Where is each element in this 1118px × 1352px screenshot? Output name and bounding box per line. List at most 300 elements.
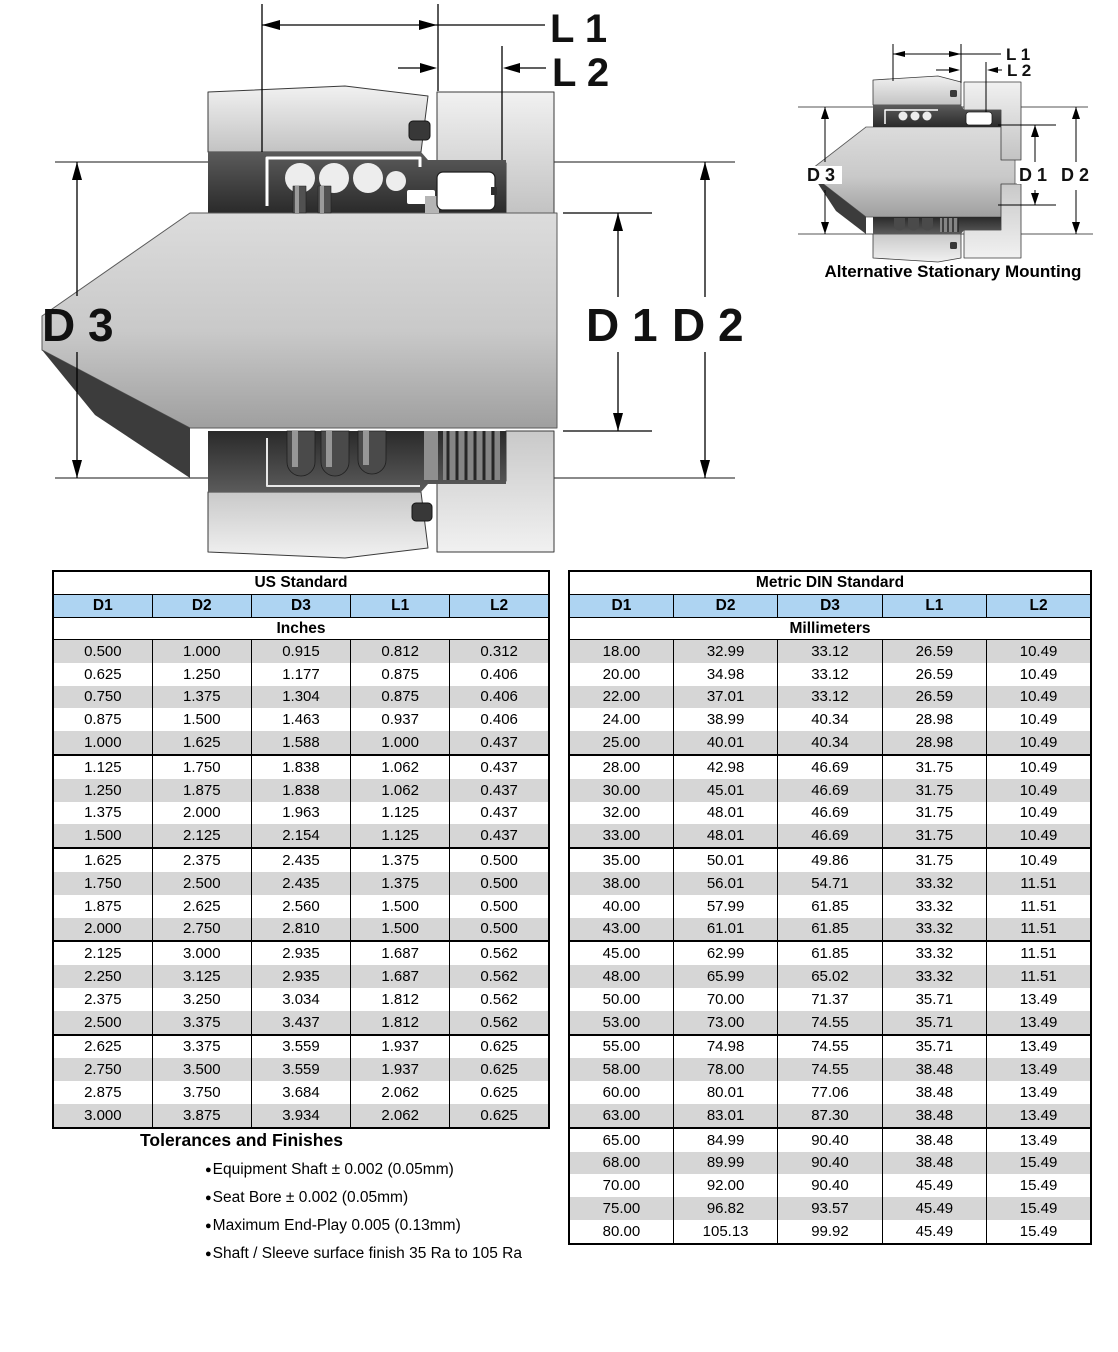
- table-row: [53, 663, 549, 686]
- table-cell: 2.750: [53, 1058, 152, 1081]
- table-cell: 11.51: [987, 918, 1091, 942]
- table-cell: 3.559: [251, 1058, 350, 1081]
- table-row: [569, 663, 1091, 686]
- dim-label-d3: D 3: [42, 299, 114, 351]
- table-cell: 0.500: [53, 640, 152, 663]
- table-cell: 2.625: [152, 895, 251, 918]
- table-row: [569, 755, 1091, 779]
- table-cell: 1.963: [251, 802, 350, 825]
- tolerance-item: ●Seat Bore ± 0.002 (0.05mm): [205, 1189, 409, 1206]
- table-cell: 0.406: [450, 708, 549, 731]
- table-cell: 2.750: [152, 918, 251, 942]
- table-cell: 90.40: [778, 1174, 882, 1197]
- table-cell: 0.500: [450, 848, 549, 872]
- table-cell: 34.98: [673, 663, 777, 686]
- table-row: [53, 988, 549, 1011]
- table-cell: 26.59: [882, 663, 986, 686]
- table-row: [53, 872, 549, 895]
- table-cell: 3.375: [152, 1035, 251, 1059]
- column-header-d3: D3: [251, 595, 350, 618]
- table-cell: 90.40: [778, 1128, 882, 1152]
- table-cell: 0.406: [450, 663, 549, 686]
- table-cell: 10.49: [987, 755, 1091, 779]
- table-cell: 31.75: [882, 848, 986, 872]
- table-cell: 3.934: [251, 1104, 350, 1128]
- table-cell: 60.00: [569, 1081, 673, 1104]
- dim-label-l1: L 1: [550, 7, 608, 51]
- table-cell: 40.34: [778, 708, 882, 731]
- us-standard-table: [52, 570, 550, 1129]
- table-cell: 56.01: [673, 872, 777, 895]
- table-cell: 3.125: [152, 965, 251, 988]
- table-cell: 61.85: [778, 941, 882, 965]
- alt-dim-label-d3: D 3: [807, 165, 836, 185]
- table-cell: 1.062: [351, 779, 450, 802]
- table-cell: 2.062: [351, 1081, 450, 1104]
- units-label: Inches: [53, 618, 549, 640]
- table-row: [569, 802, 1091, 825]
- table-cell: 13.49: [987, 1035, 1091, 1059]
- column-header-d1: D1: [53, 595, 152, 618]
- table-cell: 1.000: [53, 731, 152, 755]
- table-cell: 2.154: [251, 824, 350, 848]
- table-cell: 0.562: [450, 965, 549, 988]
- table-cell: 15.49: [987, 1174, 1091, 1197]
- table-cell: 92.00: [673, 1174, 777, 1197]
- table-cell: 2.062: [351, 1104, 450, 1128]
- table-cell: 1.463: [251, 708, 350, 731]
- table-cell: 0.937: [351, 708, 450, 731]
- table-cell: 53.00: [569, 1011, 673, 1035]
- table-cell: 90.40: [778, 1152, 882, 1175]
- table-row: [53, 941, 549, 965]
- dim-label-l2: L 2: [552, 51, 610, 95]
- table-cell: 31.75: [882, 802, 986, 825]
- table-row: [53, 686, 549, 709]
- table-cell: 0.625: [450, 1058, 549, 1081]
- metric-table-container: [568, 570, 1092, 1245]
- table-cell: 31.75: [882, 824, 986, 848]
- table-cell: 10.49: [987, 663, 1091, 686]
- table-row: [569, 941, 1091, 965]
- table-cell: 33.32: [882, 965, 986, 988]
- table-cell: 13.49: [987, 1011, 1091, 1035]
- table-cell: 45.49: [882, 1197, 986, 1220]
- units-row: [569, 618, 1091, 640]
- table-cell: 77.06: [778, 1081, 882, 1104]
- table-cell: 0.562: [450, 988, 549, 1011]
- table-cell: 0.812: [351, 640, 450, 663]
- table-cell: 28.98: [882, 708, 986, 731]
- table-row: [569, 708, 1091, 731]
- column-header-l1: L1: [351, 595, 450, 618]
- seal-cross-section: [42, 86, 557, 558]
- table-row: [569, 779, 1091, 802]
- table-cell: 11.51: [987, 872, 1091, 895]
- table-cell: 10.49: [987, 708, 1091, 731]
- table-cell: 0.625: [450, 1035, 549, 1059]
- dim-label-d1: D 1: [586, 299, 658, 351]
- table-cell: 1.937: [351, 1035, 450, 1059]
- table-cell: 1.125: [351, 824, 450, 848]
- table-cell: 0.437: [450, 755, 549, 779]
- table-cell: 11.51: [987, 895, 1091, 918]
- table-cell: 0.625: [450, 1081, 549, 1104]
- table-cell: 1.375: [53, 802, 152, 825]
- table-cell: 1.812: [351, 1011, 450, 1035]
- tolerance-item: ●Equipment Shaft ± 0.002 (0.05mm): [205, 1161, 454, 1178]
- table-cell: 22.00: [569, 686, 673, 709]
- table-cell: 28.00: [569, 755, 673, 779]
- table-cell: 33.12: [778, 686, 882, 709]
- seat-face-tab: [491, 187, 497, 195]
- table-row: [569, 965, 1091, 988]
- dim-label-d2: D 2: [672, 299, 744, 351]
- table-cell: 10.49: [987, 640, 1091, 663]
- units-row: [53, 618, 549, 640]
- table-cell: 2.500: [152, 872, 251, 895]
- alt-diagram-caption: Alternative Stationary Mounting: [824, 262, 1082, 281]
- table-cell: 40.34: [778, 731, 882, 755]
- table-cell: 74.55: [778, 1035, 882, 1059]
- table-cell: 35.71: [882, 988, 986, 1011]
- table-cell: 45.49: [882, 1220, 986, 1244]
- table-cell: 33.32: [882, 872, 986, 895]
- table-row: [53, 918, 549, 942]
- table-cell: 24.00: [569, 708, 673, 731]
- table-cell: 10.49: [987, 802, 1091, 825]
- table-row: [569, 640, 1091, 663]
- table-cell: 38.99: [673, 708, 777, 731]
- table-cell: 35.00: [569, 848, 673, 872]
- tolerances-title: Tolerances and Finishes: [140, 1130, 343, 1150]
- table-cell: 99.92: [778, 1220, 882, 1244]
- table-row: [53, 1035, 549, 1059]
- tolerances-section: [52, 1130, 612, 1263]
- gland-top: [208, 86, 428, 152]
- table-cell: 63.00: [569, 1104, 673, 1128]
- table-cell: 13.49: [987, 1104, 1091, 1128]
- table-cell: 78.00: [673, 1058, 777, 1081]
- table-cell: 10.49: [987, 824, 1091, 848]
- table-cell: 3.000: [152, 941, 251, 965]
- table-cell: 3.875: [152, 1104, 251, 1128]
- table-cell: 0.875: [53, 708, 152, 731]
- table-cell: 1.375: [152, 686, 251, 709]
- table-row: [569, 1011, 1091, 1035]
- table-cell: 2.935: [251, 941, 350, 965]
- table-cell: 50.01: [673, 848, 777, 872]
- table-row: [569, 988, 1091, 1011]
- table-cell: 3.750: [152, 1081, 251, 1104]
- table-cell: 1.062: [351, 755, 450, 779]
- table-cell: 3.500: [152, 1058, 251, 1081]
- bullet-icon: ●: [205, 1192, 212, 1204]
- table-cell: 28.98: [882, 731, 986, 755]
- table-cell: 1.812: [351, 988, 450, 1011]
- table-cell: 45.00: [569, 941, 673, 965]
- table-cell: 70.00: [569, 1174, 673, 1197]
- table-cell: 38.48: [882, 1104, 986, 1128]
- table-row: [53, 755, 549, 779]
- table-cell: 1.375: [351, 848, 450, 872]
- table-cell: 0.312: [450, 640, 549, 663]
- table-cell: 1.750: [53, 872, 152, 895]
- table-cell: 33.32: [882, 941, 986, 965]
- table-cell: 46.69: [778, 824, 882, 848]
- alt-dim-label-d2: D 2: [1061, 165, 1090, 185]
- table-cell: 0.437: [450, 802, 549, 825]
- set-screw-top: [409, 121, 430, 140]
- table-cell: 70.00: [673, 988, 777, 1011]
- table-cell: 30.00: [569, 779, 673, 802]
- table-cell: 89.99: [673, 1152, 777, 1175]
- table-cell: 0.500: [450, 895, 549, 918]
- table-cell: 61.85: [778, 918, 882, 942]
- table-cell: 32.00: [569, 802, 673, 825]
- table-cell: 48.01: [673, 824, 777, 848]
- units-label: Millimeters: [569, 618, 1091, 640]
- table-cell: 35.71: [882, 1035, 986, 1059]
- table-cell: 0.562: [450, 941, 549, 965]
- table-cell: 0.500: [450, 918, 549, 942]
- table-cell: 2.435: [251, 872, 350, 895]
- alt-seal-diagram: [788, 28, 1108, 268]
- table-cell: 2.560: [251, 895, 350, 918]
- table-cell: 40.01: [673, 731, 777, 755]
- table-cell: 26.59: [882, 640, 986, 663]
- table-cell: 87.30: [778, 1104, 882, 1128]
- table-cell: 38.00: [569, 872, 673, 895]
- table-row: [569, 1104, 1091, 1128]
- column-header-l1: L1: [882, 595, 986, 618]
- table-cell: 1.687: [351, 941, 450, 965]
- table-cell: 10.49: [987, 731, 1091, 755]
- column-header-d1: D1: [569, 595, 673, 618]
- table-cell: 18.00: [569, 640, 673, 663]
- table-cell: 2.000: [53, 918, 152, 942]
- table-row: [53, 1104, 549, 1128]
- table-cell: 0.915: [251, 640, 350, 663]
- alt-set-screw-bottom: [950, 242, 957, 249]
- table-cell: 2.935: [251, 965, 350, 988]
- table-cell: 43.00: [569, 918, 673, 942]
- table-cell: 1.304: [251, 686, 350, 709]
- table-row: [569, 1220, 1091, 1244]
- table-cell: 65.99: [673, 965, 777, 988]
- table-row: [569, 848, 1091, 872]
- table-cell: 0.625: [450, 1104, 549, 1128]
- table-cell: 45.49: [882, 1174, 986, 1197]
- bellows-pack: [443, 431, 500, 480]
- table-cell: 54.71: [778, 872, 882, 895]
- main-springs: [287, 431, 386, 476]
- table-cell: 2.125: [152, 824, 251, 848]
- table-cell: 0.437: [450, 824, 549, 848]
- table-cell: 33.32: [882, 918, 986, 942]
- table-cell: 38.48: [882, 1058, 986, 1081]
- alt-set-screw-top: [950, 90, 957, 97]
- table-cell: 71.37: [778, 988, 882, 1011]
- column-header-d2: D2: [152, 595, 251, 618]
- table-row: [53, 895, 549, 918]
- table-cell: 2.500: [53, 1011, 152, 1035]
- table-cell: 46.69: [778, 755, 882, 779]
- table-cell: 33.00: [569, 824, 673, 848]
- table-cell: 38.48: [882, 1081, 986, 1104]
- table-row: [569, 686, 1091, 709]
- table-cell: 75.00: [569, 1197, 673, 1220]
- table-cell: 2.810: [251, 918, 350, 942]
- table-cell: 10.49: [987, 779, 1091, 802]
- table-cell: 33.32: [882, 895, 986, 918]
- table-cell: 35.71: [882, 1011, 986, 1035]
- table-cell: 31.75: [882, 779, 986, 802]
- table-cell: 61.85: [778, 895, 882, 918]
- table-row: [53, 802, 549, 825]
- table-row: [569, 824, 1091, 848]
- table-row: [53, 965, 549, 988]
- table-cell: 15.49: [987, 1197, 1091, 1220]
- table-cell: 2.875: [53, 1081, 152, 1104]
- table-cell: 65.00: [569, 1128, 673, 1152]
- table-cell: 2.125: [53, 941, 152, 965]
- column-header-l2: L2: [450, 595, 549, 618]
- table-cell: 1.250: [152, 663, 251, 686]
- table-cell: 1.838: [251, 755, 350, 779]
- table-cell: 74.98: [673, 1035, 777, 1059]
- table-cell: 0.437: [450, 731, 549, 755]
- table-cell: 1.000: [152, 640, 251, 663]
- table-row: [569, 1128, 1091, 1152]
- table-cell: 45.01: [673, 779, 777, 802]
- table-cell: 96.82: [673, 1197, 777, 1220]
- table-cell: 1.875: [152, 779, 251, 802]
- table-row: [569, 1058, 1091, 1081]
- table-cell: 58.00: [569, 1058, 673, 1081]
- table-cell: 25.00: [569, 731, 673, 755]
- table-cell: 38.48: [882, 1152, 986, 1175]
- set-screw-bottom: [412, 503, 432, 521]
- table-cell: 42.98: [673, 755, 777, 779]
- table-cell: 33.12: [778, 663, 882, 686]
- table-cell: 13.49: [987, 988, 1091, 1011]
- table-row: [53, 640, 549, 663]
- table-cell: 38.48: [882, 1128, 986, 1152]
- table-title-row: [53, 571, 549, 595]
- table-cell: 83.01: [673, 1104, 777, 1128]
- column-header-d3: D3: [778, 595, 882, 618]
- table-cell: 68.00: [569, 1152, 673, 1175]
- table-cell: 0.500: [450, 872, 549, 895]
- table-cell: 57.99: [673, 895, 777, 918]
- table-cell: 105.13: [673, 1220, 777, 1244]
- table-title: Metric DIN Standard: [569, 571, 1091, 595]
- table-cell: 55.00: [569, 1035, 673, 1059]
- table-cell: 33.12: [778, 640, 882, 663]
- table-cell: 1.250: [53, 779, 152, 802]
- table-cell: 61.01: [673, 918, 777, 942]
- table-cell: 0.406: [450, 686, 549, 709]
- table-row: [569, 872, 1091, 895]
- table-row: [569, 918, 1091, 942]
- table-cell: 31.75: [882, 755, 986, 779]
- table-cell: 0.625: [53, 663, 152, 686]
- table-row: [53, 1081, 549, 1104]
- table-cell: 11.51: [987, 965, 1091, 988]
- gland-bottom: [208, 492, 428, 558]
- table-cell: 1.125: [53, 755, 152, 779]
- table-cell: 15.49: [987, 1220, 1091, 1244]
- table-cell: 74.55: [778, 1058, 882, 1081]
- table-cell: 3.437: [251, 1011, 350, 1035]
- table-cell: 2.375: [53, 988, 152, 1011]
- table-row: [569, 895, 1091, 918]
- table-cell: 0.875: [351, 686, 450, 709]
- table-cell: 3.034: [251, 988, 350, 1011]
- table-cell: 3.375: [152, 1011, 251, 1035]
- table-cell: 80.00: [569, 1220, 673, 1244]
- tolerance-item: ●Maximum End-Play 0.005 (0.13mm): [205, 1217, 461, 1234]
- bullet-icon: ●: [205, 1220, 212, 1232]
- table-cell: 3.250: [152, 988, 251, 1011]
- table-cell: 1.500: [351, 895, 450, 918]
- table-row: [53, 708, 549, 731]
- table-cell: 2.250: [53, 965, 152, 988]
- bullet-icon: ●: [205, 1164, 212, 1176]
- table-cell: 13.49: [987, 1128, 1091, 1152]
- table-row: [569, 731, 1091, 755]
- table-cell: 3.684: [251, 1081, 350, 1104]
- table-cell: 1.625: [152, 731, 251, 755]
- table-cell: 74.55: [778, 1011, 882, 1035]
- table-cell: 13.49: [987, 1058, 1091, 1081]
- table-row: [53, 779, 549, 802]
- table-row: [569, 1197, 1091, 1220]
- table-row: [53, 848, 549, 872]
- table-cell: 1.687: [351, 965, 450, 988]
- retainer-edge: [424, 431, 438, 480]
- table-cell: 1.937: [351, 1058, 450, 1081]
- table-header-row: [569, 595, 1091, 618]
- table-cell: 10.49: [987, 848, 1091, 872]
- table-cell: 1.500: [351, 918, 450, 942]
- table-cell: 93.57: [778, 1197, 882, 1220]
- table-title-row: [569, 571, 1091, 595]
- table-cell: 1.500: [53, 824, 152, 848]
- table-cell: 48.01: [673, 802, 777, 825]
- table-cell: 1.588: [251, 731, 350, 755]
- table-cell: 46.69: [778, 779, 882, 802]
- table-cell: 26.59: [882, 686, 986, 709]
- table-cell: 32.99: [673, 640, 777, 663]
- table-cell: 50.00: [569, 988, 673, 1011]
- table-cell: 37.01: [673, 686, 777, 709]
- table-cell: 2.000: [152, 802, 251, 825]
- table-cell: 48.00: [569, 965, 673, 988]
- table-cell: 10.49: [987, 686, 1091, 709]
- column-header-l2: L2: [987, 595, 1091, 618]
- table-cell: 20.00: [569, 663, 673, 686]
- table-cell: 2.435: [251, 848, 350, 872]
- us-table-container: [52, 570, 550, 1129]
- table-row: [569, 1152, 1091, 1175]
- table-cell: 0.750: [53, 686, 152, 709]
- table-cell: 49.86: [778, 848, 882, 872]
- table-cell: 80.01: [673, 1081, 777, 1104]
- metric-din-table: [568, 570, 1092, 1245]
- table-cell: 62.99: [673, 941, 777, 965]
